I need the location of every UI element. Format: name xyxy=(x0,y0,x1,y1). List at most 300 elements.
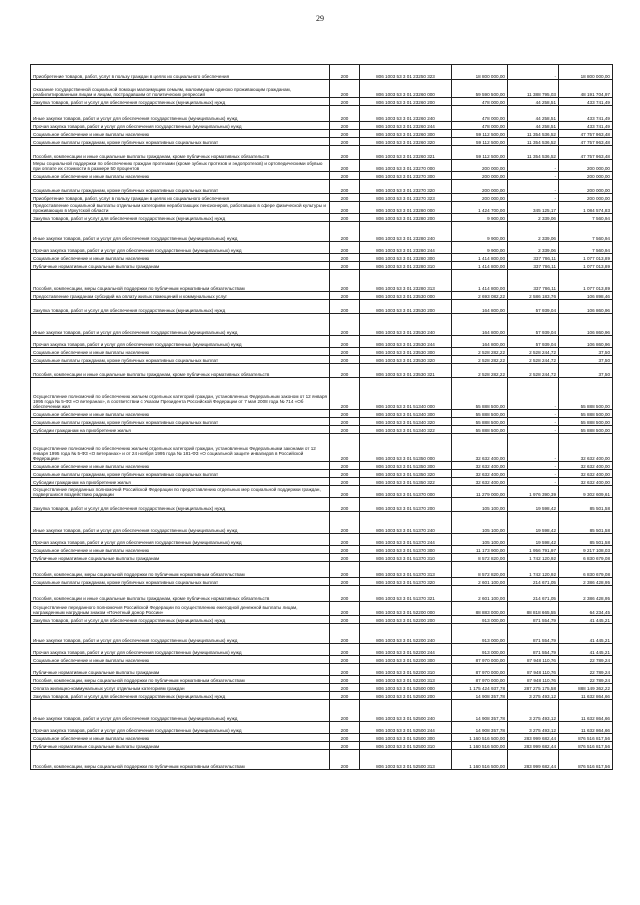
row-section-code: 200 xyxy=(330,378,360,410)
row-approved-amount: 14 908 357,78 xyxy=(452,700,508,722)
row-executed-amount: 19 598,42 xyxy=(508,498,559,512)
table-row xyxy=(31,80,613,98)
row-section-code: 200 xyxy=(330,554,360,562)
row-approved-amount: 8 572 820,00 xyxy=(452,554,508,562)
row-approved-amount: 1 424 700,00 xyxy=(452,202,508,214)
row-approved-amount: 8 572 820,00 xyxy=(452,562,508,578)
table-row xyxy=(31,722,613,734)
row-executed-amount: 283 999 682,44 xyxy=(508,734,559,742)
table-row xyxy=(31,644,613,656)
table-row xyxy=(31,700,613,722)
row-remaining-amount: 55 888 500,00 xyxy=(559,418,613,426)
row-budget-code: 806 1003 53 3 01 51370 300 xyxy=(360,546,452,554)
row-executed-amount: 57 939,04 xyxy=(508,336,559,348)
row-remaining-amount: 1 077 013,89 xyxy=(559,254,613,262)
row-section-code: 200 xyxy=(330,426,360,434)
row-budget-code: 806 1003 53 3 01 23280 240 xyxy=(360,222,452,242)
row-name: Социальные выплаты гражданам, кроме публичных нормативных социальных выплат xyxy=(31,470,330,478)
row-executed-amount: 283 999 682,44 xyxy=(508,742,559,750)
row-section-code: 200 xyxy=(330,616,360,624)
row-budget-code: 806 1003 53 3 01 51340 322 xyxy=(360,426,452,434)
row-executed-amount: 214 671,05 xyxy=(508,578,559,586)
row-name: Социальное обеспечение и иные выплаты населению xyxy=(31,734,330,742)
row-name: Закупка товаров, работ и услуг для обеспечения государственных (муниципальных) нужд xyxy=(31,214,330,222)
row-executed-amount: - xyxy=(508,65,559,80)
row-executed-amount: - xyxy=(508,418,559,426)
row-name: Осуществление полномочий по обеспечению жильем отдельных категорий граждан, установленных Федеральными законами от 12 января 1995 года № 5-ФЗ «О ветеранах» и от 24 ноября 1995 года № 181-ФЗ «О социальной защите инвалидов в Российской Федерации» xyxy=(31,434,330,462)
row-section-code: 200 xyxy=(330,262,360,270)
row-name: Закупка товаров, работ и услуг для обеспечения государственных (муниципальных) нужд xyxy=(31,498,330,512)
table-row xyxy=(31,546,613,554)
row-budget-code: 806 1003 53 3 01 23260 240 xyxy=(360,106,452,122)
row-remaining-amount: 888 149 362,22 xyxy=(559,684,613,692)
table-row xyxy=(31,734,613,742)
row-budget-code: 806 1003 53 3 01 23280 244 xyxy=(360,242,452,254)
row-name: Меры социальной поддержки по обеспечению граждан протезами (кроме зубных протезов и эндопротезов) и ортопедическими обувью при оплате их стоимости в размере 50 процентов xyxy=(31,160,330,172)
table-row xyxy=(31,742,613,750)
row-approved-amount: 913 000,00 xyxy=(452,616,508,624)
table-row xyxy=(31,172,613,180)
row-approved-amount: 2 601 100,00 xyxy=(452,586,508,602)
row-budget-code: 806 1003 53 3 01 51370 310 xyxy=(360,554,452,562)
row-name: Пособия, компенсации, меры социальной поддержки по публичным нормативным обязательствам xyxy=(31,562,330,578)
row-approved-amount: 11 173 900,00 xyxy=(452,546,508,554)
row-name: Иные закупки товаров, работ и услуг для обеспечения государственных (муниципальных) нужд xyxy=(31,624,330,644)
row-section-code: 200 xyxy=(330,644,360,656)
row-remaining-amount: 47 757 963,48 xyxy=(559,138,613,146)
row-budget-code: 806 1003 53 3 01 51340 320 xyxy=(360,418,452,426)
row-budget-code: 806 1003 53 3 01 51370 313 xyxy=(360,562,452,578)
table-row xyxy=(31,180,613,194)
row-executed-amount: 3 275 493,12 xyxy=(508,700,559,722)
row-name: Иные закупки товаров, работ и услуг для обеспечения государственных (муниципальных) нужд xyxy=(31,512,330,534)
row-executed-amount: 337 786,11 xyxy=(508,262,559,270)
table-row xyxy=(31,336,613,348)
table-row xyxy=(31,146,613,160)
row-remaining-amount: 6 830 679,08 xyxy=(559,562,613,578)
row-budget-code: 806 1003 53 3 01 52500 313 xyxy=(360,750,452,770)
row-executed-amount: 3 275 493,12 xyxy=(508,722,559,734)
row-name: Иные закупки товаров, работ и услуг для обеспечения государственных (муниципальных) нужд xyxy=(31,106,330,122)
row-executed-amount: 44 258,51 xyxy=(508,106,559,122)
row-budget-code: 806 1003 53 3 01 51370 200 xyxy=(360,498,452,512)
row-executed-amount: - xyxy=(508,478,559,486)
row-executed-amount: 871 554,79 xyxy=(508,644,559,656)
table-row xyxy=(31,160,613,172)
row-section-code: 200 xyxy=(330,300,360,314)
row-executed-amount: 2 339,06 xyxy=(508,214,559,222)
row-executed-amount: 11 354 536,52 xyxy=(508,130,559,138)
row-executed-amount: 871 554,79 xyxy=(508,624,559,644)
row-remaining-amount: 85 501,58 xyxy=(559,534,613,546)
row-executed-amount: 337 786,11 xyxy=(508,270,559,292)
table-row xyxy=(31,562,613,578)
row-budget-code: 806 1003 53 3 01 51350 000 xyxy=(360,434,452,462)
row-approved-amount: 478 000,00 xyxy=(452,122,508,130)
row-remaining-amount: 85 501,58 xyxy=(559,498,613,512)
row-budget-code: 806 1003 53 3 01 23530 200 xyxy=(360,300,452,314)
row-name: Иные закупки товаров, работ и услуг для обеспечения государственных (муниципальных) нужд xyxy=(31,314,330,336)
row-remaining-amount: 32 632 400,00 xyxy=(559,478,613,486)
row-approved-amount: 87 970 000,00 xyxy=(452,676,508,684)
row-section-code: 200 xyxy=(330,160,360,172)
row-approved-amount: 32 632 400,00 xyxy=(452,434,508,462)
table-row xyxy=(31,98,613,106)
row-section-code: 200 xyxy=(330,562,360,578)
row-remaining-amount: 1 084 574,83 xyxy=(559,202,613,214)
row-name: Закупка товаров, работ и услуг для обеспечения государственных (муниципальных) нужд xyxy=(31,616,330,624)
row-remaining-amount: 41 445,21 xyxy=(559,624,613,644)
row-executed-amount: 287 275 175,58 xyxy=(508,684,559,692)
row-section-code: 200 xyxy=(330,486,360,498)
row-budget-code: 806 1003 53 3 01 23270 323 xyxy=(360,194,452,202)
row-remaining-amount: 106 860,96 xyxy=(559,336,613,348)
table-row xyxy=(31,434,613,462)
row-name: Социальное обеспечение и иные выплаты населению xyxy=(31,656,330,664)
table-row xyxy=(31,478,613,486)
row-budget-code: 806 1003 53 3 01 23260 200 xyxy=(360,98,452,106)
row-name: Предоставление социальной выплаты отдельным категориям неработающих пенсионеров, работавших в сфере физической культуры и проживающих в Иркутской области xyxy=(31,202,330,214)
row-section-code: 200 xyxy=(330,222,360,242)
row-remaining-amount: 7 560,94 xyxy=(559,222,613,242)
row-name: Социальное обеспечение и иные выплаты населению xyxy=(31,462,330,470)
row-executed-amount: - xyxy=(508,172,559,180)
row-section-code: 200 xyxy=(330,418,360,426)
row-section-code: 200 xyxy=(330,684,360,692)
row-executed-amount: 3 275 493,12 xyxy=(508,692,559,700)
row-executed-amount: 1 742 120,92 xyxy=(508,554,559,562)
table-row xyxy=(31,616,613,624)
row-budget-code: 806 1003 53 3 01 51370 244 xyxy=(360,534,452,546)
row-remaining-amount: 11 632 864,66 xyxy=(559,722,613,734)
row-budget-code: 806 1003 53 3 01 52200 300 xyxy=(360,656,452,664)
row-section-code: 200 xyxy=(330,722,360,734)
table-row xyxy=(31,656,613,664)
table-row xyxy=(31,202,613,214)
row-section-code: 200 xyxy=(330,734,360,742)
row-remaining-amount: 11 632 864,66 xyxy=(559,700,613,722)
row-executed-amount: 871 554,79 xyxy=(508,616,559,624)
row-approved-amount: 14 908 357,78 xyxy=(452,692,508,700)
row-approved-amount: 9 900,00 xyxy=(452,242,508,254)
row-remaining-amount: 11 632 864,66 xyxy=(559,692,613,700)
table-row xyxy=(31,270,613,292)
row-remaining-amount: 200 000,00 xyxy=(559,172,613,180)
row-remaining-amount: 22 789,24 xyxy=(559,676,613,684)
row-approved-amount: 55 888 500,00 xyxy=(452,378,508,410)
row-budget-code: 806 1003 53 3 01 23530 240 xyxy=(360,314,452,336)
row-remaining-amount: 37,50 xyxy=(559,364,613,378)
row-name: Приобретение товаров, работ, услуг в пользу граждан в целях их социального обеспечения xyxy=(31,194,330,202)
row-budget-code: 806 1003 53 3 01 51370 320 xyxy=(360,578,452,586)
row-approved-amount: 105 100,00 xyxy=(452,498,508,512)
row-section-code: 200 xyxy=(330,676,360,684)
row-name: Пособия, компенсации, меры социальной поддержки по публичным нормативным обязательствам xyxy=(31,270,330,292)
table-row xyxy=(31,356,613,364)
row-name: Публичные нормативные социальные выплаты гражданам xyxy=(31,554,330,562)
row-budget-code: 806 1003 53 3 01 23260 000 xyxy=(360,80,452,98)
row-approved-amount: 2 693 082,22 xyxy=(452,292,508,300)
row-name: Закупка товаров, работ и услуг для обеспечения государственных (муниципальных) нужд xyxy=(31,98,330,106)
row-remaining-amount: 47 757 963,48 xyxy=(559,146,613,160)
row-remaining-amount: 18 800 000,00 xyxy=(559,65,613,80)
row-remaining-amount: 200 000,00 xyxy=(559,160,613,172)
row-remaining-amount: 55 888 500,00 xyxy=(559,410,613,418)
table-row xyxy=(31,750,613,770)
row-budget-code: 806 1003 53 3 01 51340 300 xyxy=(360,410,452,418)
table-row xyxy=(31,418,613,426)
row-section-code: 200 xyxy=(330,356,360,364)
row-name: Прочая закупка товаров, работ и услуг для обеспечения государственных (муниципальных) нужд xyxy=(31,242,330,254)
row-name: Осуществление полномочий по обеспечению жильем отдельных категорий граждан, установленных Федеральным законом от 12 января 1995 года № 5-ФЗ «О ветеранах», в соответствии с Указом Президента Российской Федерации от 7 мая 2008 года № 714 «Об обеспечении жил xyxy=(31,378,330,410)
table-row xyxy=(31,242,613,254)
row-budget-code: 806 1003 53 3 01 23530 244 xyxy=(360,336,452,348)
table-row xyxy=(31,578,613,586)
row-name: Предоставление гражданам субсидий на оплату жилых помещений и коммунальных услуг xyxy=(31,292,330,300)
row-budget-code: 806 1003 53 3 01 51350 320 xyxy=(360,470,452,478)
row-remaining-amount: 32 632 400,00 xyxy=(559,470,613,478)
row-name: Социальное обеспечение и иные выплаты населению xyxy=(31,130,330,138)
row-name: Закупка товаров, работ и услуг для обеспечения государственных (муниципальных) нужд xyxy=(31,300,330,314)
row-section-code: 200 xyxy=(330,180,360,194)
table-row xyxy=(31,534,613,546)
row-approved-amount: 200 000,00 xyxy=(452,172,508,180)
table-row xyxy=(31,410,613,418)
row-remaining-amount: 7 560,94 xyxy=(559,214,613,222)
row-budget-code: 806 1003 53 3 01 23280 310 xyxy=(360,262,452,270)
row-executed-amount: 337 786,11 xyxy=(508,254,559,262)
row-budget-code: 806 1003 53 3 01 51370 240 xyxy=(360,512,452,534)
row-section-code: 200 xyxy=(330,80,360,98)
row-approved-amount: 14 908 357,78 xyxy=(452,722,508,734)
row-name: Социальные выплаты гражданам, кроме публичных нормативных социальных выплат xyxy=(31,138,330,146)
row-name: Пособия, компенсации и иные социальные выплаты гражданам, кроме публичных нормативных обязательств xyxy=(31,146,330,160)
row-remaining-amount: 9 217 108,03 xyxy=(559,546,613,554)
row-executed-amount: 88 818 665,55 xyxy=(508,602,559,616)
budget-execution-table xyxy=(30,64,613,770)
table-row xyxy=(31,554,613,562)
row-section-code: 200 xyxy=(330,498,360,512)
row-approved-amount: 9 900,00 xyxy=(452,214,508,222)
row-name: Иные закупки товаров, работ и услуг для обеспечения государственных (муниципальных) нужд xyxy=(31,222,330,242)
row-remaining-amount: 48 191 704,97 xyxy=(559,80,613,98)
table-row xyxy=(31,486,613,498)
row-budget-code: 806 1003 53 3 01 52500 300 xyxy=(360,734,452,742)
row-remaining-amount: 64 234,45 xyxy=(559,602,613,616)
row-remaining-amount: 106 860,96 xyxy=(559,300,613,314)
row-approved-amount: 164 800,00 xyxy=(452,300,508,314)
row-budget-code: 806 1003 53 3 01 23250 323 xyxy=(360,65,452,80)
row-remaining-amount: 433 741,49 xyxy=(559,106,613,122)
row-budget-code: 806 1003 53 3 01 52200 310 xyxy=(360,664,452,676)
row-name: Осуществление переданных полномочий Российской Федерации по предоставлению отдельных мер социальной поддержки граждан, подвергшихся воздействию радиации xyxy=(31,486,330,498)
row-name: Социальное обеспечение и иные выплаты населению xyxy=(31,254,330,262)
row-name: Оказание государственной социальной помощи малоимущим семьям, малоимущим одиноко проживающим гражданам, реабилитированным лицам и лицам, пострадавшим от политических репрессий xyxy=(31,80,330,98)
row-budget-code: 806 1003 53 3 01 51370 000 xyxy=(360,486,452,498)
row-budget-code: 806 1003 53 3 01 52500 310 xyxy=(360,742,452,750)
row-budget-code: 806 1003 53 3 01 52200 313 xyxy=(360,676,452,684)
row-budget-code: 806 1003 53 3 01 51350 322 xyxy=(360,478,452,486)
row-executed-amount: 1 742 120,92 xyxy=(508,562,559,578)
row-budget-code: 806 1003 53 3 01 23260 320 xyxy=(360,138,452,146)
row-section-code: 200 xyxy=(330,624,360,644)
row-budget-code: 806 1003 53 3 01 23280 313 xyxy=(360,270,452,292)
row-section-code: 200 xyxy=(330,470,360,478)
table-row xyxy=(31,214,613,222)
row-approved-amount: 32 632 400,00 xyxy=(452,470,508,478)
row-executed-amount: 44 258,51 xyxy=(508,98,559,106)
table-row xyxy=(31,602,613,616)
row-section-code: 200 xyxy=(330,434,360,462)
row-approved-amount: 913 000,00 xyxy=(452,644,508,656)
table-row xyxy=(31,498,613,512)
row-remaining-amount: 85 501,58 xyxy=(559,512,613,534)
row-section-code: 200 xyxy=(330,578,360,586)
row-executed-amount: 214 671,05 xyxy=(508,586,559,602)
row-section-code: 200 xyxy=(330,98,360,106)
row-approved-amount: 200 000,00 xyxy=(452,194,508,202)
row-budget-code: 806 1003 53 3 01 52200 000 xyxy=(360,602,452,616)
row-remaining-amount: 22 789,24 xyxy=(559,664,613,676)
row-budget-code: 806 1003 53 3 01 23530 321 xyxy=(360,364,452,378)
row-remaining-amount: 7 560,94 xyxy=(559,242,613,254)
row-approved-amount: 164 800,00 xyxy=(452,314,508,336)
row-name: Пособия, компенсации и иные социальные выплаты гражданам, кроме публичных нормативных обязательств xyxy=(31,586,330,602)
row-name: Социальное обеспечение и иные выплаты населению xyxy=(31,348,330,356)
row-budget-code: 806 1003 53 3 01 52200 244 xyxy=(360,644,452,656)
row-executed-amount: - xyxy=(508,434,559,462)
row-approved-amount: 32 632 400,00 xyxy=(452,478,508,486)
row-approved-amount: 87 970 000,00 xyxy=(452,656,508,664)
row-remaining-amount: 106 898,46 xyxy=(559,292,613,300)
row-section-code: 200 xyxy=(330,664,360,676)
row-budget-code: 806 1003 53 3 01 23260 244 xyxy=(360,122,452,130)
row-approved-amount: 55 888 500,00 xyxy=(452,410,508,418)
table-row xyxy=(31,462,613,470)
row-section-code: 200 xyxy=(330,478,360,486)
row-executed-amount: 11 388 795,03 xyxy=(508,80,559,98)
row-approved-amount: 2 528 282,22 xyxy=(452,356,508,364)
page-number: 29 xyxy=(316,14,324,23)
row-approved-amount: 55 888 500,00 xyxy=(452,418,508,426)
row-executed-amount: - xyxy=(508,194,559,202)
row-approved-amount: 32 632 400,00 xyxy=(452,462,508,470)
table-row xyxy=(31,378,613,410)
row-remaining-amount: 41 445,21 xyxy=(559,616,613,624)
row-section-code: 200 xyxy=(330,254,360,262)
row-name: Социальные выплаты гражданам, кроме публичных нормативных социальных выплат xyxy=(31,578,330,586)
row-executed-amount: 19 598,42 xyxy=(508,512,559,534)
row-section-code: 200 xyxy=(330,292,360,300)
table-row xyxy=(31,254,613,262)
row-budget-code: 806 1003 53 3 01 23270 320 xyxy=(360,180,452,194)
row-approved-amount: 2 528 282,22 xyxy=(452,348,508,356)
row-remaining-amount: 200 000,00 xyxy=(559,180,613,194)
row-approved-amount: 9 900,00 xyxy=(452,222,508,242)
row-section-code: 200 xyxy=(330,750,360,770)
row-name: Прочая закупка товаров, работ и услуг для обеспечения государственных (муниципальных) нужд xyxy=(31,122,330,130)
table-row xyxy=(31,348,613,356)
row-approved-amount: 11 279 000,00 xyxy=(452,486,508,498)
row-executed-amount: - xyxy=(508,470,559,478)
row-executed-amount: 57 939,04 xyxy=(508,314,559,336)
row-executed-amount: 87 948 110,76 xyxy=(508,676,559,684)
table-row xyxy=(31,364,613,378)
row-name: Социальное обеспечение и иные выплаты населению xyxy=(31,410,330,418)
row-name: Публичные нормативные социальные выплаты гражданам xyxy=(31,664,330,676)
row-section-code: 200 xyxy=(330,512,360,534)
row-name: Прочая закупка товаров, работ и услуг для обеспечения государственных (муниципальных) нужд xyxy=(31,336,330,348)
row-approved-amount: 59 112 500,00 xyxy=(452,130,508,138)
row-approved-amount: 1 160 516 500,00 xyxy=(452,734,508,742)
row-executed-amount: 283 999 682,44 xyxy=(508,750,559,770)
row-executed-amount: 2 528 244,72 xyxy=(508,364,559,378)
row-approved-amount: 1 414 800,00 xyxy=(452,270,508,292)
row-executed-amount: 1 956 791,97 xyxy=(508,546,559,554)
table-row xyxy=(31,106,613,122)
table-row xyxy=(31,624,613,644)
row-remaining-amount: 32 632 400,00 xyxy=(559,462,613,470)
row-section-code: 200 xyxy=(330,336,360,348)
row-executed-amount: 2 339,06 xyxy=(508,222,559,242)
row-executed-amount: - xyxy=(508,410,559,418)
row-name: Субсидии гражданам на приобретение жилья xyxy=(31,478,330,486)
row-remaining-amount: 876 516 817,56 xyxy=(559,742,613,750)
table-row xyxy=(31,684,613,692)
row-remaining-amount: 55 888 500,00 xyxy=(559,378,613,410)
table-row xyxy=(31,138,613,146)
row-section-code: 200 xyxy=(330,106,360,122)
row-name: Осуществление переданного полномочия Российской Федерации по осуществлению ежегодной денежной выплаты лицам, награжденным нагрудным знаком «Почетный донор России» xyxy=(31,602,330,616)
row-remaining-amount: 41 445,21 xyxy=(559,644,613,656)
row-executed-amount: - xyxy=(508,180,559,194)
row-remaining-amount: 55 888 500,00 xyxy=(559,426,613,434)
table-row xyxy=(31,426,613,434)
row-budget-code: 806 1003 53 3 01 23530 320 xyxy=(360,356,452,364)
row-approved-amount: 1 414 800,00 xyxy=(452,262,508,270)
row-remaining-amount: 433 741,49 xyxy=(559,98,613,106)
row-remaining-amount: 2 386 428,95 xyxy=(559,586,613,602)
row-section-code: 200 xyxy=(330,656,360,664)
row-name: Социальное обеспечение и иные выплаты населению xyxy=(31,172,330,180)
table-row xyxy=(31,194,613,202)
row-section-code: 200 xyxy=(330,242,360,254)
row-name: Приобретение товаров, работ, услуг в пользу граждан в целях их социального обеспечения xyxy=(31,65,330,80)
row-approved-amount: 105 100,00 xyxy=(452,512,508,534)
table-row xyxy=(31,222,613,242)
row-executed-amount: - xyxy=(508,160,559,172)
row-approved-amount: 913 000,00 xyxy=(452,624,508,644)
row-remaining-amount: 876 516 817,56 xyxy=(559,750,613,770)
row-approved-amount: 1 414 800,00 xyxy=(452,254,508,262)
row-budget-code: 806 1003 53 3 01 52200 200 xyxy=(360,616,452,624)
row-approved-amount: 105 100,00 xyxy=(452,534,508,546)
row-executed-amount: 2 528 244,72 xyxy=(508,348,559,356)
row-remaining-amount: 9 302 609,61 xyxy=(559,486,613,498)
row-executed-amount: - xyxy=(508,378,559,410)
row-executed-amount: 87 948 110,76 xyxy=(508,664,559,676)
row-budget-code: 806 1003 53 3 01 23260 300 xyxy=(360,130,452,138)
row-approved-amount: 164 800,00 xyxy=(452,336,508,348)
row-approved-amount: 1 160 516 500,00 xyxy=(452,742,508,750)
row-approved-amount: 87 970 000,00 xyxy=(452,664,508,676)
row-budget-code: 806 1003 53 3 01 51350 300 xyxy=(360,462,452,470)
row-name: Пособия, компенсации и иные социальные выплаты гражданам, кроме публичных нормативных обязательств xyxy=(31,364,330,378)
row-remaining-amount: 1 077 013,89 xyxy=(559,262,613,270)
row-budget-code: 806 1003 53 3 01 23280 200 xyxy=(360,214,452,222)
row-section-code: 200 xyxy=(330,194,360,202)
row-approved-amount: 55 888 500,00 xyxy=(452,426,508,434)
